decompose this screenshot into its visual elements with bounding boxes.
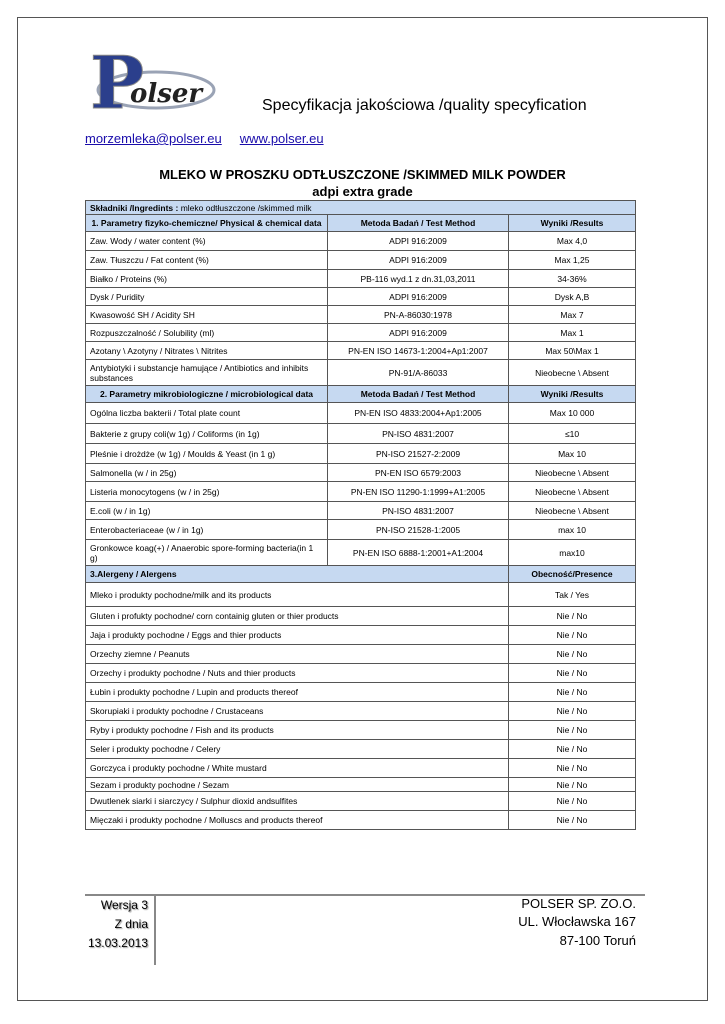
table-row [86, 444, 636, 464]
result-cell: Max 10 [509, 444, 636, 464]
allergen-row [86, 683, 636, 702]
spec-table [85, 200, 636, 830]
method-cell: PN-EN ISO 11290-1:1999+A1:2005 [328, 482, 509, 502]
presence-cell: Nie / No [509, 740, 636, 759]
allergen-row [86, 626, 636, 645]
method-cell: ADPI 916:2009 [328, 324, 509, 342]
presence-cell: Nie / No [509, 645, 636, 664]
allergen-row [86, 811, 636, 830]
method-cell: ADPI 916:2009 [328, 232, 509, 251]
result-cell: Max 10 000 [509, 403, 636, 424]
method-cell: PN-ISO 21528-1:2005 [328, 520, 509, 540]
method-cell: PN-ISO 4831:2007 [328, 424, 509, 444]
presence-cell: Tak / Yes [509, 583, 636, 607]
param-cell: Kwasowość SH / Acidity SH [86, 306, 328, 324]
ingredients-cell [86, 201, 636, 215]
method-cell: ADPI 916:2009 [328, 251, 509, 270]
table-row [86, 288, 636, 306]
allergen-row [86, 778, 636, 792]
allergen-row [86, 740, 636, 759]
allergen-row [86, 759, 636, 778]
allergen-cell: Ryby i produkty pochodne / Fish and its products [86, 721, 509, 740]
param-cell: Białko / Proteins (%) [86, 270, 328, 288]
table-row [86, 424, 636, 444]
presence-cell: Nie / No [509, 683, 636, 702]
result-cell: Dysk A,B [509, 288, 636, 306]
allergen-cell: Gorczyca i produkty pochodne / White mustard [86, 759, 509, 778]
allergen-cell: Sezam i produkty pochodne / Sezam [86, 778, 509, 792]
section1-title: 1. Parametry fizyko-chemiczne/ Physical & chemical data [86, 215, 328, 232]
result-cell: Nieobecne \ Absent [509, 360, 636, 386]
allergen-cell: Łubin i produkty pochodne / Lupin and products thereof [86, 683, 509, 702]
allergen-cell: Seler i produkty pochodne / Celery [86, 740, 509, 759]
result-cell: Nieobecne \ Absent [509, 464, 636, 482]
param-cell: Bakterie z grupy coli(w 1g) / Coliforms (in 1g) [86, 424, 328, 444]
company-city: 87-100 Toruń [559, 933, 636, 948]
result-cell: Max 50\Max 1 [509, 342, 636, 360]
ingredients-label: Składniki /Ingredints : [90, 202, 179, 213]
section3-result-header: Obecność/Presence [509, 566, 636, 583]
allergen-row [86, 583, 636, 607]
ingredients-value: mleko odtłuszczone /skimmed milk [178, 202, 312, 213]
allergen-row [86, 702, 636, 721]
date-value: 13.03.2013 [87, 936, 148, 950]
product-title: MLEKO W PROSZKU ODTŁUSZCZONE /SKIMMED MILK POWDER [159, 167, 566, 182]
result-cell: 34-36% [509, 270, 636, 288]
table-row [86, 403, 636, 424]
allergen-cell: Gluten i profukty pochodne/ corn containig gluten or thier products [86, 607, 509, 626]
param-cell: Rozpuszczalność / Solubility (ml) [86, 324, 328, 342]
table-row [86, 502, 636, 520]
param-cell: E.coli (w / in 1g) [86, 502, 328, 520]
allergen-cell: Orzechy ziemne / Peanuts [86, 645, 509, 664]
date-label: Z dnia [114, 917, 148, 931]
presence-cell: Nie / No [509, 759, 636, 778]
allergen-row [86, 721, 636, 740]
allergen-cell: Orzechy i produkty pochodne / Nuts and thier products [86, 664, 509, 683]
spec-title: Specyfikacja jakościowa /quality specyfication [262, 97, 587, 114]
param-cell: Pleśnie i drożdże (w 1g) / Moulds & Yeast (in 1 g) [86, 444, 328, 464]
section1-header [86, 215, 636, 232]
footer-vertical-divider [154, 895, 156, 965]
product-grade: adpi extra grade [312, 184, 413, 199]
method-cell: PN-91/A-86033 [328, 360, 509, 386]
method-cell: PN-EN ISO 6888-1:2001+A1:2004 [328, 540, 509, 566]
ingredients-row [86, 201, 636, 215]
method-cell: ADPI 916:2009 [328, 288, 509, 306]
result-cell: ≤10 [509, 424, 636, 444]
svg-text:P: P [90, 40, 145, 120]
section2-result-header: Wyniki /Results [509, 386, 636, 403]
method-cell: PN-ISO 21527-2:2009 [328, 444, 509, 464]
presence-cell: Nie / No [509, 626, 636, 645]
table-row [86, 251, 636, 270]
table-row [86, 342, 636, 360]
allergen-cell: Mięczaki i produkty pochodne / Molluscs and products thereof [86, 811, 509, 830]
method-cell: PN-ISO 4831:2007 [328, 502, 509, 520]
allergen-row [86, 664, 636, 683]
result-cell: Max 7 [509, 306, 636, 324]
table-row [86, 520, 636, 540]
result-cell: Max 4,0 [509, 232, 636, 251]
table-row [86, 324, 636, 342]
email-link[interactable]: morzemleka@polser.eu [85, 131, 222, 146]
param-cell: Gronkowce koag(+) / Anaerobic spore-forming bacteria(in 1 g) [86, 540, 328, 566]
allergen-row [86, 607, 636, 626]
table-row [86, 306, 636, 324]
contact-links [85, 131, 324, 146]
section2-method-header: Metoda Badań / Test Method [328, 386, 509, 403]
table-row [86, 540, 636, 566]
method-cell: PN-EN ISO 4833:2004+Ap1:2005 [328, 403, 509, 424]
result-cell: Nieobecne \ Absent [509, 502, 636, 520]
allergen-cell: Skorupiaki i produkty pochodne / Crustaceans [86, 702, 509, 721]
method-cell: PN-EN ISO 6579:2003 [328, 464, 509, 482]
presence-cell: Nie / No [509, 607, 636, 626]
table-row [86, 482, 636, 502]
param-cell: Ogólna liczba bakterii / Total plate count [86, 403, 328, 424]
section1-result-header: Wyniki /Results [509, 215, 636, 232]
company-name: POLSER SP. ZO.O. [521, 896, 636, 911]
table-row [86, 360, 636, 386]
presence-cell: Nie / No [509, 702, 636, 721]
method-cell: PN-EN ISO 14673-1:2004+Ap1:2007 [328, 342, 509, 360]
method-cell: PB-116 wyd.1 z dn.31,03,2011 [328, 270, 509, 288]
result-cell: Nieobecne \ Absent [509, 482, 636, 502]
param-cell: Zaw. Wody / water content (%) [86, 232, 328, 251]
allergen-cell: Mleko i produkty pochodne/milk and its products [86, 583, 509, 607]
presence-cell: Nie / No [509, 721, 636, 740]
allergen-row [86, 792, 636, 811]
param-cell: Enterobacteriaceae (w / in 1g) [86, 520, 328, 540]
section3-header [86, 566, 636, 583]
section1-method-header: Metoda Badań / Test Method [328, 215, 509, 232]
presence-cell: Nie / No [509, 778, 636, 792]
param-cell: Salmonella (w / in 25g) [86, 464, 328, 482]
website-link[interactable]: www.polser.eu [239, 131, 324, 146]
logo-text: olser [130, 79, 203, 109]
company-street: UL. Włocławska 167 [518, 914, 636, 929]
presence-cell: Nie / No [509, 792, 636, 811]
result-cell: max 10 [509, 520, 636, 540]
presence-cell: Nie / No [509, 664, 636, 683]
result-cell: Max 1,25 [509, 251, 636, 270]
table-row [86, 464, 636, 482]
presence-cell: Nie / No [509, 811, 636, 830]
table-row [86, 232, 636, 251]
param-cell: Listeria monocytogens (w / in 25g) [86, 482, 328, 502]
section2-title: 2. Parametry mikrobiologiczne / microbiological data [86, 386, 328, 403]
param-cell: Dysk / Puridity [86, 288, 328, 306]
allergen-cell: Dwutlenek siarki i siarczycy / Sulphur dioxid andsulfites [86, 792, 509, 811]
param-cell: Antybiotyki i substancje hamujące / Antibiotics and inhibits substances [86, 360, 328, 386]
allergen-cell: Jaja i produkty pochodne / Eggs and thier products [86, 626, 509, 645]
method-cell: PN-A-86030:1978 [328, 306, 509, 324]
param-cell: Zaw. Tłuszczu / Fat content (%) [86, 251, 328, 270]
param-cell: Azotany \ Azotyny / Nitrates \ Nitrites [86, 342, 328, 360]
result-cell: max10 [509, 540, 636, 566]
allergen-row [86, 645, 636, 664]
section3-title: 3.Alergeny / Alergens [86, 566, 509, 583]
table-row [86, 270, 636, 288]
polser-logo [86, 40, 216, 120]
version-label: Wersja 3 [100, 898, 148, 912]
result-cell: Max 1 [509, 324, 636, 342]
section2-header [86, 386, 636, 403]
